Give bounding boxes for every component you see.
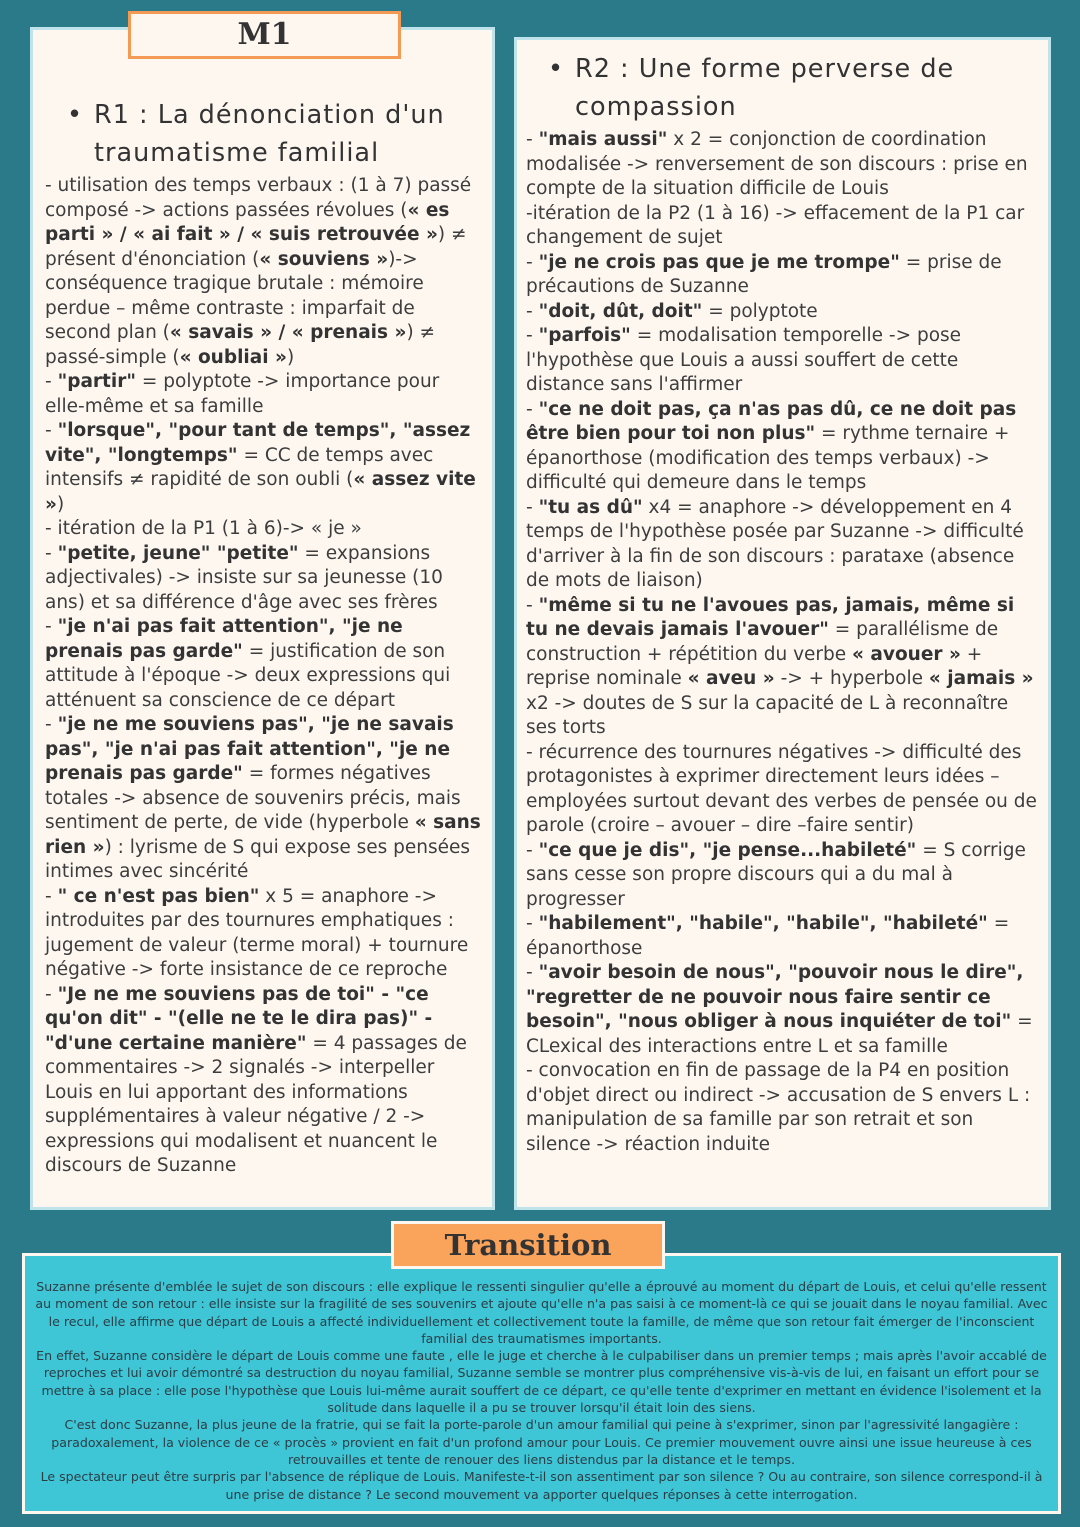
transition-paragraph: Suzanne présente d'emblée le sujet de son discours : elle explique le ressenti singulier qu'elle a éprouvé au moment du départ de Louis, et celui qu'elle ressent au moment de son retour : elle insiste sur la fragilité de ses souvenirs et ajoute qu'elle n'a pas saisi à ce moment-là ce qui se jouait dans le noyau familial. Avec le recul, elle affirme que départ de Louis a affecté individuellement et collectivement toute la famille, de même que son retour fait émerger de l'inconscient familial des traumatismes importants.	[35, 1279, 1048, 1346]
r2-body: - "mais aussi" x 2 = conjonction de coordination modalisée -> renversement de son discours : prise en compte de la situation difficile de Louis -itération de la P2 (1 à 16) -> effacement de la P1 car changement de sujet - "je ne crois pas que je me trompe" = prise de précautions de Suzanne - "doit, dût, doit" = polyptote - "parfois" = modalisation temporelle -> pose l'hypothèse que Louis a aussi souffert de cette distance sans l'affirmer - "ce ne doit pas, ça n'as pas dû, ce ne doit pas être bien pour toi non plus" = rythme ternaire + épanorthose (modification des temps verbaux) -> difficulté qui demeure dans le temps - "tu as dû" x4 = anaphore -> développement en 4 temps de l'hypothèse posée par Suzanne -> difficulté d'arriver à la fin de son discours : parataxe (absence de mots de liaison) - "même si tu ne l'avoues pas, jamais, même si tu ne devais jamais l'avouer" = parallélisme de construction + répétition du verbe « avouer » + reprise nominale « aveu » -> + hyperbole « jamais » x2 -> doutes de S sur la capacité de L à reconnaître ses torts - récurrence des tournures négatives -> difficulté des protagonistes à exprimer directement leurs idées – employées surtout devant des verbes de pensée ou de parole (croire – avouer – dire –faire sentir) - "ce que je dis", "je pense...habileté" = S corrige sans cesse son propre discours qui a du mal à progresser - "habilement", "habile", "habile", "habileté" = épanorthose - "avoir besoin de nous", "pouvoir nous le dire", "regretter de ne pouvoir nous faire sentir ce besoin", "nous obliger à nous inquiéter de toi" = CLexical des interactions entre L et sa famille - convocation en fin de passage de la P4 en position d'objet direct ou indirect -> accusation de S envers L : manipulation de sa famille par son retrait et son silence -> réaction induite	[526, 129, 1037, 1155]
r2-heading: • R2 : Une forme perverse de compassion	[548, 54, 955, 122]
transition-paragraph: En effet, Suzanne considère le départ de Louis comme une faute , elle le juge et cherche à le culpabiliser dans un premier temps ; mais après l'avoir accablé de reproches et lui avoir démontré sa destruction du noyau familial, Suzanne semble se montrer plus compréhensive vis-à-vis de lui, en faisant un effort pour se mettre à sa place : elle pose l'hypothèse que Louis lui-même aurait souffert de ce départ, ce qu'elle tente d'exprimer en mettant en évidence l'isolement et la solitude dans laquelle il a pu se trouver lorsqu'il était loin des siens.	[36, 1348, 1047, 1416]
section-tag-m1: M1	[128, 11, 401, 59]
transition-title: Transition	[391, 1221, 665, 1269]
transition-paragraph: C'est donc Suzanne, la plus jeune de la fratrie, qui se fait la porte-parole d'un amour familial qui peine à s'exprimer, sinon par l'agressivité langagière : paradoxalement, la violence de ce « procès » provient en fait d'un profond amour pour Louis. Ce premier mouvement ouvre ainsi une issue heureuse à ces retrouvailles et tente de renouer des liens distendus par la distance et le temps.	[51, 1417, 1032, 1467]
transition-box	[22, 1253, 1061, 1514]
left-panel	[30, 27, 495, 1210]
r1-body: - utilisation des temps verbaux : (1 à 7) passé composé -> actions passées révolues (« es parti » / « ai fait » / « suis retrouvée ») ≠ présent d'énonciation (« souviens »)-> conséquence tragique brutale : mémoire perdue – même contraste : imparfait de second plan (« savais » / « prenais ») ≠ passé-simple (« oubliai ») - "partir" = polyptote -> importance pour elle-même et sa famille - "lorsque", "pour tant de temps", "assez vite", "longtemps" = CC de temps avec intensifs ≠ rapidité de son oubli (« assez vite ») - itération de la P1 (1 à 6)-> « je » - "petite, jeune" "petite" = expansions adjectivales) -> insiste sur sa jeunesse (10 ans) et sa différence d'âge avec ses frères - "je n'ai pas fait attention", "je ne prenais pas garde" = justification de son attitude à l'époque -> deux expressions qui atténuent sa conscience de ce départ - "je ne me souviens pas", "je ne savais pas", "je n'ai pas fait attention", "je ne prenais pas garde" = formes négatives totales -> absence de souvenirs précis, mais sentiment de perte, de vide (hyperbole « sans rien ») : lyrisme de S qui expose ses pensées intimes avec sincérité - " ce n'est pas bien" x 5 = anaphore -> introduites par des tournures emphatiques : jugement de valeur (terme moral) + tournure négative -> forte insistance de ce reproche - "Je ne me souviens pas de toi" - "ce qu'on dit" - "(elle ne te le dira pas)" - "d'une certaine manière" = 4 passages de commentaires -> 2 signalés -> interpeller Louis en lui apportant des informations supplémentaires à valeur négative / 2 -> expressions qui modalisent et nuancent le discours de Suzanne	[45, 175, 481, 1176]
right-panel	[514, 37, 1051, 1210]
transition-paragraph: Le spectateur peut être surpris par l'absence de réplique de Louis. Manifeste-t-il son assentiment par son silence ? Ou au contraire, son silence correspond-il à une prise de distance ? Le second mouvement va apporter quelques réponses à cette interrogation.	[40, 1469, 1043, 1502]
r1-heading: • R1 : La dénonciation d'un traumatisme familial	[67, 100, 445, 168]
